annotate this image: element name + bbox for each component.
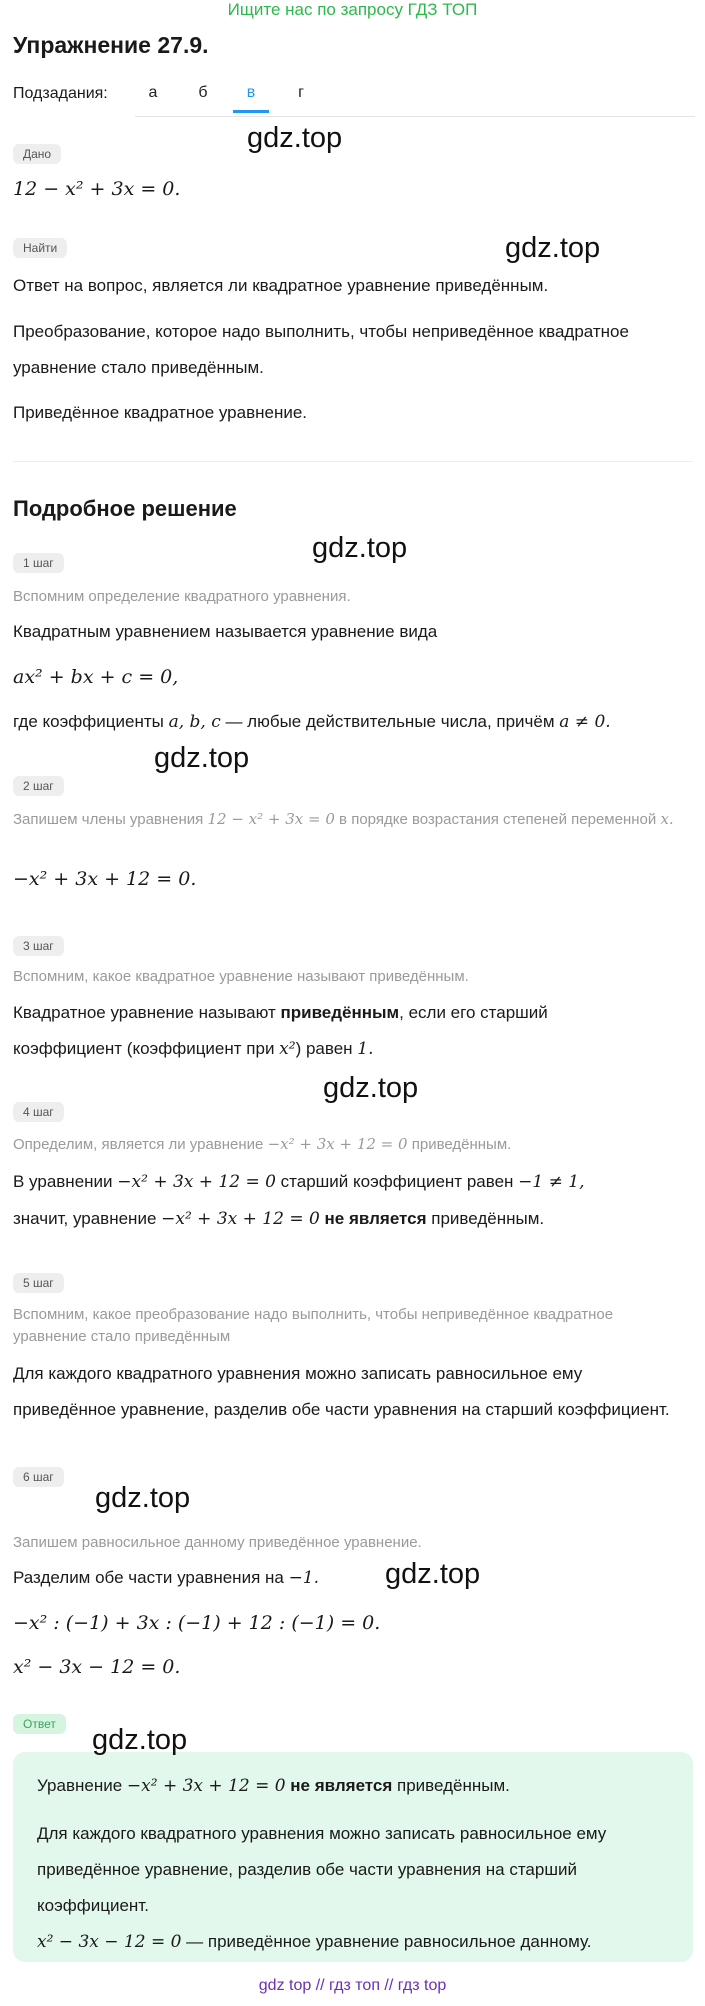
watermark: gdz.top xyxy=(154,742,250,774)
watermark: gdz.top xyxy=(95,1482,191,1514)
step-2-hint: Запишем члены уравнения 12 − x² + 3x = 0 в порядке возрастания степеней переменной x. xyxy=(13,810,674,828)
answer-box xyxy=(13,1752,693,1962)
tab-g[interactable]: г xyxy=(298,84,304,101)
watermark: gdz.top xyxy=(323,1072,419,1104)
subtask-tabs xyxy=(135,78,695,117)
find-item-1: Ответ на вопрос, является ли квадратное уравнение приведённым. xyxy=(13,276,549,295)
step-1-text: Квадратным уравнением называется уравнение вида xyxy=(13,622,438,641)
step-1-hint: Вспомним определение квадратного уравнения. xyxy=(13,588,351,605)
find-item-2: Преобразование, которое надо выполнить, чтобы неприведённое квадратное уравнение стало приведённым. xyxy=(13,322,629,377)
watermark: gdz.top xyxy=(312,532,408,564)
step-3-hint: Вспомним, какое квадратное уравнение называют приведённым. xyxy=(13,968,469,985)
step-2-chip: 2 шаг xyxy=(13,776,64,796)
step-1-chip: 1 шаг xyxy=(13,553,64,573)
watermark: gdz.top xyxy=(385,1558,481,1590)
step-5-hint: Вспомним, какое преобразование надо выполнить, чтобы неприведённое квадратное уравнение стало приведённым xyxy=(13,1306,614,1345)
watermark: gdz.top xyxy=(505,232,601,264)
watermark: gdz.top xyxy=(247,122,343,154)
answer-paragraph: Для каждого квадратного уравнения можно записать равносильное ему приведённое уравнение, разделив обе части уравнения на старший коэффициент. xyxy=(37,1824,607,1915)
footer-links[interactable]: gdz top // гдз топ // гдз top xyxy=(258,1977,447,1994)
watermark: gdz.top xyxy=(92,1724,188,1756)
step-3-chip: 3 шаг xyxy=(13,936,64,956)
page-title: Упражнение 27.9. xyxy=(13,32,209,58)
step-6-formula-1: −x² : (−1) + 3x : (−1) + 12 : (−1) = 0. xyxy=(13,1612,381,1634)
section-divider xyxy=(13,461,693,462)
tab-v[interactable]: в xyxy=(233,84,269,113)
step-4-chip: 4 шаг xyxy=(13,1102,64,1122)
step-5-text: Для каждого квадратного уравнения можно записать равносильное ему приведённое уравнение, разделив обе части уравнения на старший коэффициент. xyxy=(13,1364,670,1419)
step-4-line-1: В уравнении −x² + 3x + 12 = 0 старший коэффициент равен −1 ≠ 1, xyxy=(13,1172,585,1192)
given-chip: Дано xyxy=(13,144,61,164)
step-3-text-2: коэффициент (коэффициент при x²) равен 1. xyxy=(13,1039,374,1059)
tab-a[interactable]: а xyxy=(148,84,158,101)
step-6-text: Разделим обе части уравнения на −1. xyxy=(13,1568,320,1588)
answer-chip: Ответ xyxy=(13,1714,66,1734)
tab-b[interactable]: б xyxy=(198,84,208,101)
answer-line-3: x² − 3x − 12 = 0 — приведённое уравнение равносильное данному. xyxy=(37,1932,592,1952)
step-1-formula: ax² + bx + c = 0, xyxy=(13,666,179,688)
find-item-3: Приведённое квадратное уравнение. xyxy=(13,403,308,422)
step-6-chip: 6 шаг xyxy=(13,1467,64,1487)
step-6-hint: Запишем равносильное данному приведённое уравнение. xyxy=(13,1534,422,1551)
find-chip: Найти xyxy=(13,238,67,258)
step-4-line-2: значит, уравнение −x² + 3x + 12 = 0 не является приведённым. xyxy=(13,1209,545,1229)
step-6-formula-2: x² − 3x − 12 = 0. xyxy=(13,1656,181,1678)
answer-line-1: Уравнение −x² + 3x + 12 = 0 не является приведённым. xyxy=(37,1776,510,1796)
solution-title: Подробное решение xyxy=(13,496,237,521)
step-1-text-2: где коэффициенты a, b, c — любые действительные числа, причём a ≠ 0. xyxy=(13,712,611,732)
search-banner[interactable]: Ищите нас по запросу ГДЗ ТОП xyxy=(227,0,478,19)
step-4-hint: Определим, является ли уравнение −x² + 3x + 12 = 0 приведённым. xyxy=(13,1135,512,1153)
given-equation: 12 − x² + 3x = 0. xyxy=(13,178,181,200)
subtasks-label: Подзадания: xyxy=(13,85,108,102)
step-2-formula: −x² + 3x + 12 = 0. xyxy=(13,868,197,890)
step-5-chip: 5 шаг xyxy=(13,1273,64,1293)
step-3-text: Квадратное уравнение называют приведённым, если его старший xyxy=(13,1003,548,1022)
